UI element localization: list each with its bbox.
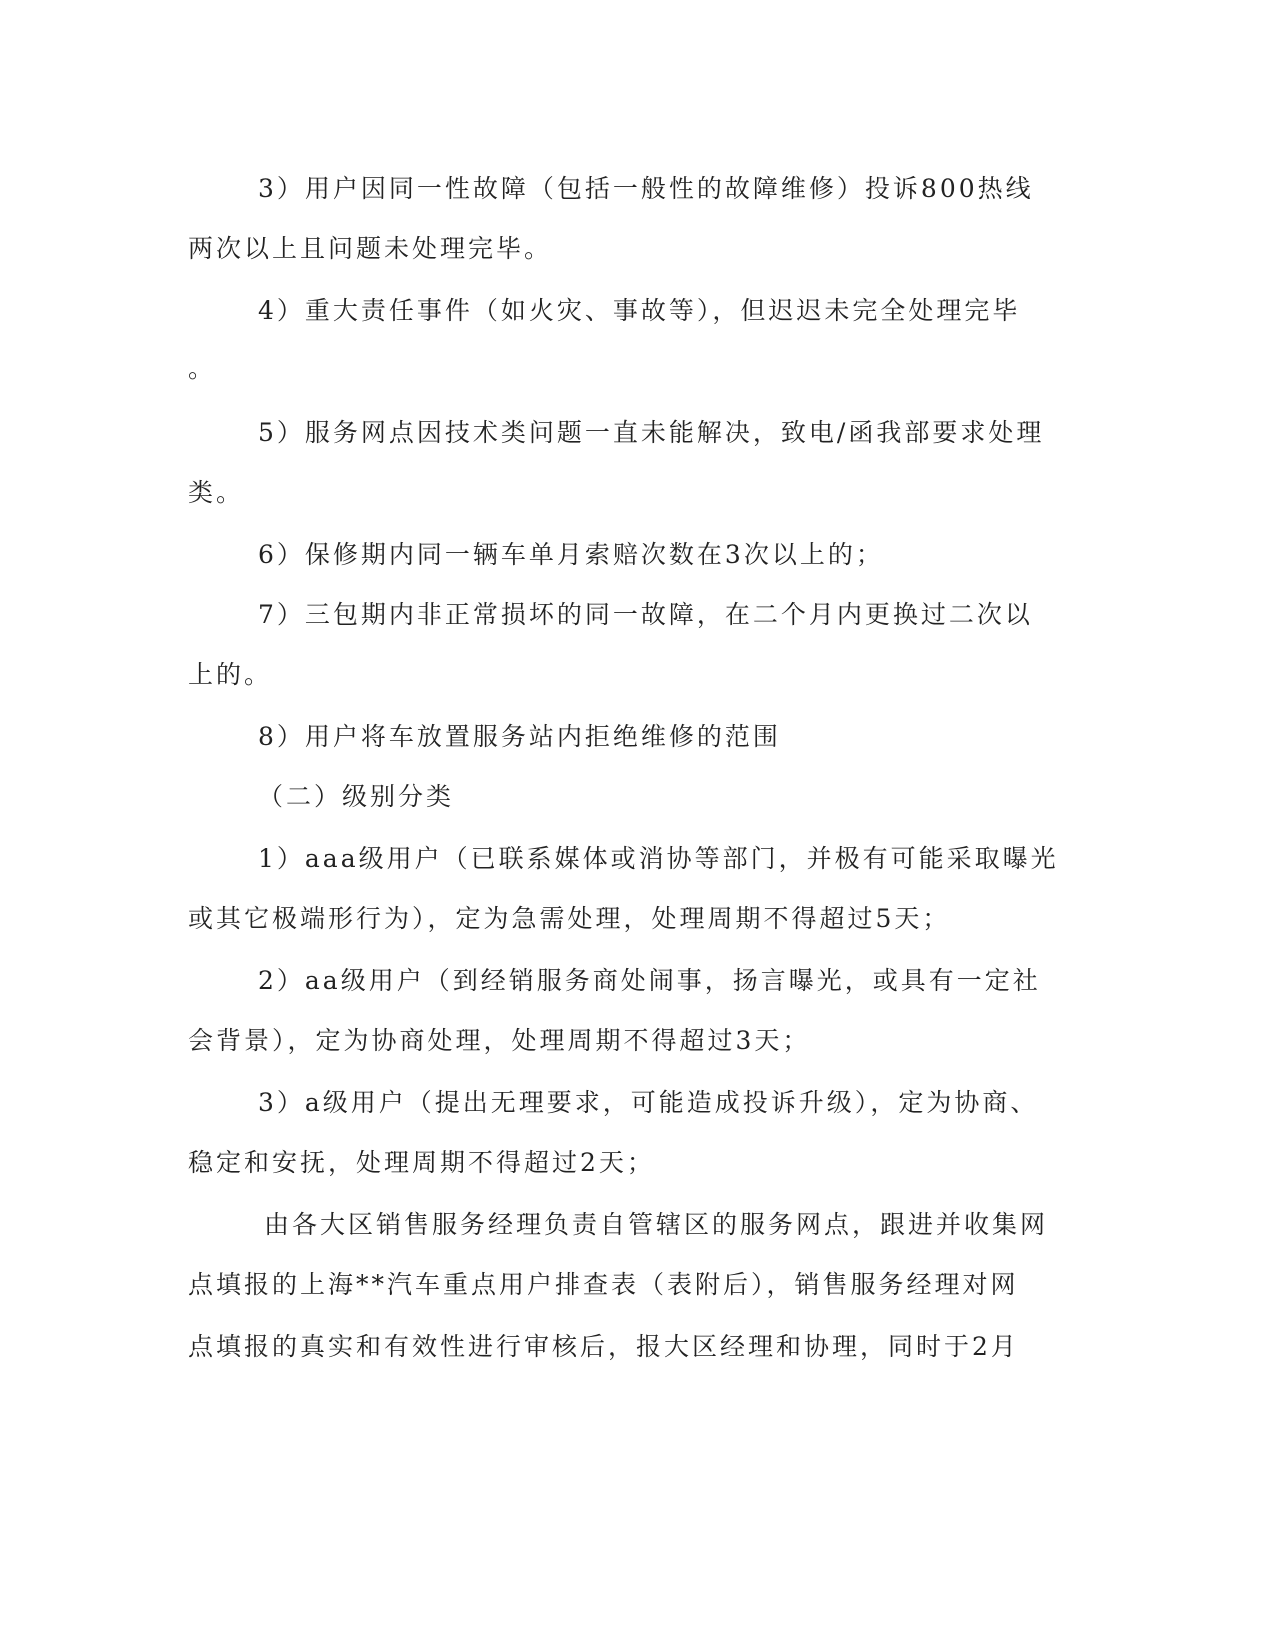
text-line: 7）三包期内非正常损坏的同一故障，在二个月内更换过二次以 [258, 600, 1033, 629]
text-line: 。 [188, 354, 217, 383]
text-line: 6）保修期内同一辆车单月索赔次数在3次以上的； [258, 540, 884, 569]
text-line: 两次以上且问题未处理完毕。 [188, 234, 553, 263]
text-line: 点填报的真实和有效性进行审核后，报大区经理和协理，同时于2月 [188, 1332, 1019, 1361]
text-line: 1）aaa级用户（已联系媒体或消协等部门，并极有可能采取曝光 [258, 844, 1059, 873]
text-line: 稳定和安抚，处理周期不得超过2天； [188, 1148, 655, 1177]
text-line: 4）重大责任事件（如火灾、事故等），但迟迟未完全处理完毕 [258, 296, 1021, 325]
text-line: 类。 [188, 478, 245, 507]
text-line: 由各大区销售服务经理负责自管辖区的服务网点，跟进并收集网 [264, 1210, 1049, 1239]
text-line: 会背景），定为协商处理，处理周期不得超过3天； [188, 1026, 811, 1055]
text-line: 3）用户因同一性故障（包括一般性的故障维修）投诉800热线 [258, 174, 1034, 203]
section-heading: （二）级别分类 [258, 782, 455, 811]
text-line: 5）服务网点因技术类问题一直未能解决，致电/函我部要求处理 [258, 418, 1045, 447]
text-line: 点填报的上海**汽车重点用户排查表（表附后），销售服务经理对网 [188, 1270, 1019, 1299]
text-line: 2）aa级用户（到经销服务商处闹事，扬言曝光，或具有一定社 [258, 966, 1041, 995]
text-line: 上的。 [188, 660, 273, 689]
text-line: 8）用户将车放置服务站内拒绝维修的范围 [258, 722, 781, 751]
text-line: 3）a级用户（提出无理要求，可能造成投诉升级），定为协商、 [258, 1088, 1039, 1117]
text-line: 或其它极端形行为），定为急需处理，处理周期不得超过5天； [188, 904, 951, 933]
